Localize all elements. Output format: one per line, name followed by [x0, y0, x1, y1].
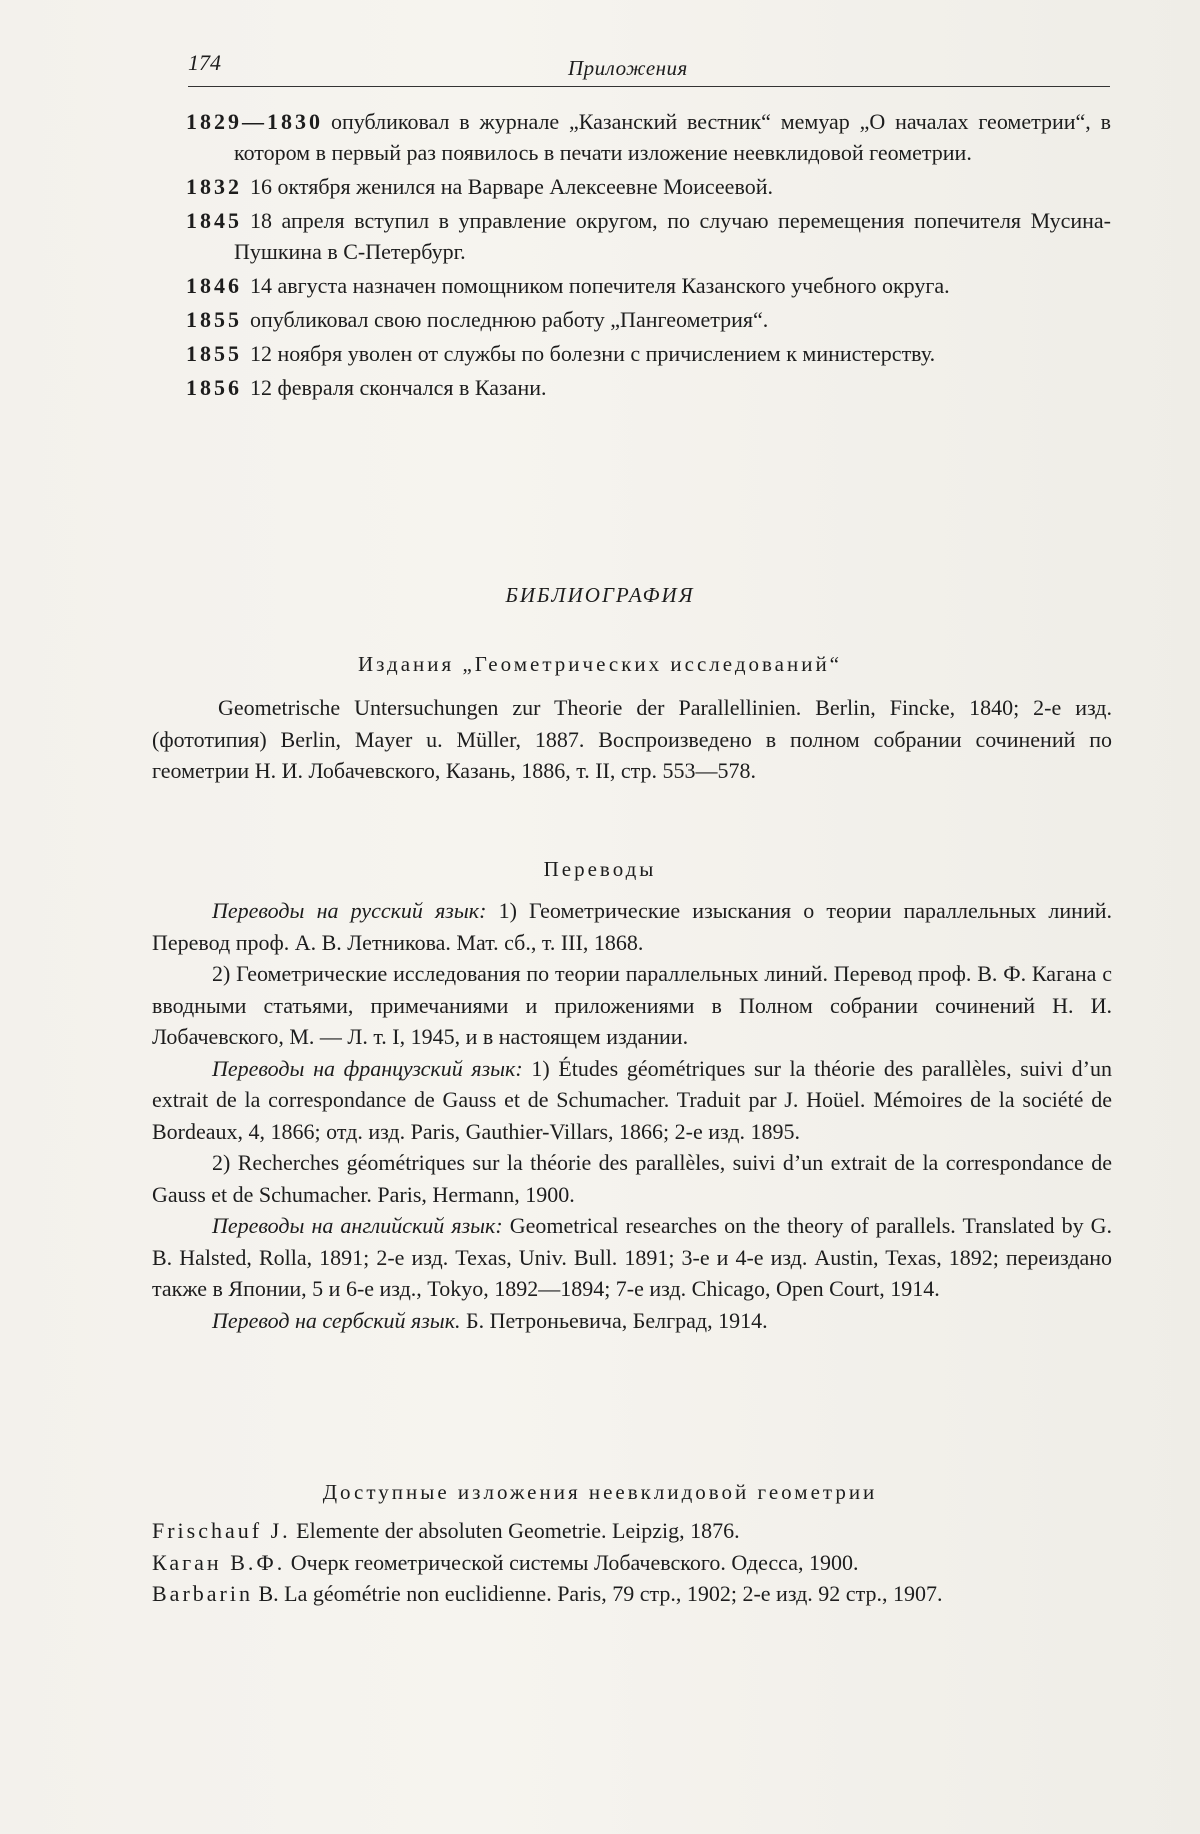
english-translation-text: Geometrical researches on the theory of parallels. Translated by G. B. Halsted, Rolla, 1891; 2-е изд. Texas, Univ. Bull. 1891; 3-е и 4-е изд. Austin, Texas, 1892; переиздано также в Японии, 5 и 6-е изд., Tokyo, 1892—1894; 7-е изд. Chicago, Open Court, 1914. — [152, 1213, 1112, 1301]
accessible-expositions-heading: Доступные изложения неевклидовой геометрии — [0, 1480, 1200, 1505]
running-title: Приложения — [568, 56, 688, 81]
chronology-entry — [186, 270, 1111, 301]
entry-year: 1846 — [186, 273, 242, 298]
editions-heading: Издания „Геометрических исследований“ — [0, 652, 1200, 677]
entry-year: 1829—1830 — [186, 109, 323, 134]
accessible-expositions-list — [152, 1515, 1112, 1610]
serbian-translation — [152, 1305, 1112, 1337]
entry-year: 1856 — [186, 375, 242, 400]
chronology-entry — [186, 171, 1111, 202]
entry-year: 1832 — [186, 174, 242, 199]
document-page — [0, 0, 1200, 1834]
reference-text: Очерк геометрической системы Лобачевского. Одесса, 1900. — [291, 1550, 859, 1575]
russian-translation-1 — [152, 895, 1112, 958]
editions-block — [152, 692, 1112, 787]
editions-text: Geometrische Untersuchungen zur Theorie der Parallellinien. Berlin, Fincke, 1840; 2-е изд. (фототипия) Berlin, Mayer u. Müller, 1887. Воспроизведено в полном собрании сочинений по геометрии Н. И. Лобачевского, Казань, 1886, т. II, стр. 553—578. — [152, 692, 1112, 787]
reference-entry — [152, 1547, 1112, 1579]
reference-entry — [152, 1578, 1112, 1610]
english-label: Переводы на английский язык: — [212, 1213, 503, 1238]
bibliography-heading: БИБЛИОГРАФИЯ — [0, 583, 1200, 608]
russian-label: Переводы на русский язык: — [212, 898, 486, 923]
entry-year: 1845 — [186, 208, 242, 233]
reference-author: Каган В.Ф. — [152, 1550, 285, 1575]
entry-text: 14 августа назначен помощником попечителя Казанского учебного округа. — [250, 273, 950, 298]
chronology-entry — [186, 205, 1111, 267]
chronology-entry — [186, 338, 1111, 369]
chronology-entry — [186, 304, 1111, 335]
entry-text: опубликовал свою последнюю работу „Пангеометрия“. — [250, 307, 768, 332]
entry-text: 18 апреля вступил в управление округом, по случаю перемещения попечителя Мусина-Пушкина в С-Петербург. — [234, 208, 1111, 264]
entry-year: 1855 — [186, 307, 242, 332]
french-translation-1-text: 1) Études géométriques sur la théorie des parallèles, suivi d’un extrait de la correspondance de Gauss et de Schumacher. Traduit par J. Hoüel. Mémoires de la société de Bordeaux, 4, 1866; отд. изд. Paris, Gauthier-Villars, 1866; 2-е изд. 1895. — [152, 1056, 1112, 1144]
entry-text: 12 февраля скончался в Казани. — [250, 375, 547, 400]
reference-text: Elemente der absoluten Geometrie. Leipzig, 1876. — [296, 1518, 740, 1543]
reference-entry — [152, 1515, 1112, 1547]
french-translation-1 — [152, 1053, 1112, 1148]
entry-text: опубликовал в журнале „Казанский вестник“ мемуар „О началах геометрии“, в котором в первый раз появилось в печати изложение неевклидовой геометрии. — [234, 109, 1111, 165]
russian-translation-2: 2) Геометрические исследования по теории параллельных линий. Перевод проф. В. Ф. Кагана с вводными статьями, примечаниями и приложениями в Полном собрании сочинений Н. И. Лобачевского, М. — Л. т. I, 1945, и в настоящем издании. — [152, 958, 1112, 1053]
translations-heading: Переводы — [0, 857, 1200, 882]
russian-translation-1-text: 1) Геометрические изыскания о теории параллельных линий. Перевод проф. А. В. Летникова. Мат. сб., т. III, 1868. — [152, 898, 1112, 955]
page-header — [188, 46, 1110, 87]
reference-text: B. La géométrie non euclidienne. Paris, 79 стр., 1902; 2-е изд. 92 стр., 1907. — [258, 1581, 942, 1606]
chronology-entry — [186, 372, 1111, 403]
page-number: 174 — [188, 50, 221, 76]
translations-block — [152, 895, 1112, 1336]
reference-author: Barbarin — [152, 1581, 253, 1606]
french-translation-2: 2) Recherches géométriques sur la théorie des parallèles, suivi d’un extrait de la correspondance de Gauss et de Schumacher. Paris, Hermann, 1900. — [152, 1147, 1112, 1210]
french-label: Переводы на французский язык: — [212, 1056, 523, 1081]
entry-text: 12 ноября уволен от службы по болезни с причислением к министерству. — [250, 341, 935, 366]
serbian-translation-text: Б. Петроньевича, Белград, 1914. — [466, 1308, 768, 1333]
reference-author: Frischauf J. — [152, 1518, 291, 1543]
entry-year: 1855 — [186, 341, 242, 366]
entry-text: 16 октября женился на Варваре Алексеевне Моисеевой. — [250, 174, 773, 199]
biography-chronology — [186, 106, 1111, 406]
chronology-entry — [186, 106, 1111, 168]
english-translation — [152, 1210, 1112, 1305]
serbian-label: Перевод на сербский язык. — [212, 1308, 461, 1333]
